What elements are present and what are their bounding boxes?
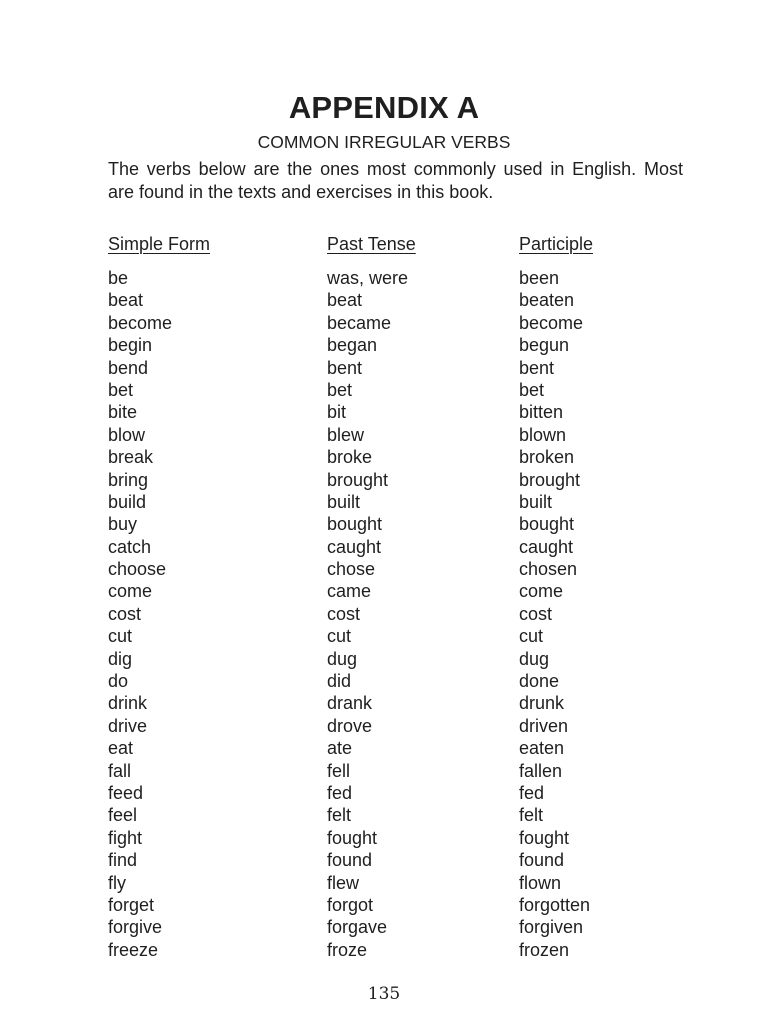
- participle-cell: forgotten: [519, 894, 591, 915]
- simple-form-cell: feed: [108, 782, 144, 803]
- simple-form-cell: become: [108, 312, 173, 333]
- table-row: [108, 603, 708, 625]
- column-header-participle: Participle: [519, 234, 594, 254]
- column-header-past-tense: Past Tense: [327, 234, 416, 254]
- simple-form-cell: drive: [108, 715, 148, 736]
- simple-form-cell: blow: [108, 424, 146, 445]
- simple-form-cell: beat: [108, 290, 144, 311]
- past-tense-cell: broke: [327, 447, 373, 468]
- participle-cell: fallen: [519, 760, 563, 781]
- participle-cell: come: [519, 581, 564, 602]
- page-number: 135: [367, 984, 401, 1004]
- table-row: [108, 939, 708, 961]
- participle-cell: drunk: [519, 693, 565, 714]
- past-tense-cell: froze: [327, 939, 368, 960]
- table-row: [108, 401, 708, 423]
- past-tense-cell: found: [327, 850, 373, 871]
- table-row: [108, 849, 708, 871]
- past-tense-cell: brought: [327, 469, 389, 490]
- past-tense-cell: chose: [327, 559, 376, 580]
- simple-form-cell: catch: [108, 536, 152, 557]
- past-tense-cell: fought: [327, 827, 378, 848]
- intro-paragraph: The verbs below are the ones most commonly used in English. Most are found in the texts and exercises in this book.: [108, 159, 683, 202]
- participle-cell: felt: [519, 805, 544, 826]
- past-tense-cell: cut: [327, 626, 352, 647]
- table-row: [108, 804, 708, 826]
- participle-cell: become: [519, 312, 584, 333]
- column-header-simple-form: Simple Form: [108, 234, 211, 254]
- participle-cell: fought: [519, 827, 570, 848]
- past-tense-cell: did: [327, 671, 352, 692]
- participle-cell: been: [519, 268, 560, 288]
- table-row: [108, 670, 708, 692]
- participle-cell: cost: [519, 603, 553, 624]
- participle-cell: begun: [519, 335, 570, 356]
- past-tense-cell: ate: [327, 738, 353, 759]
- table-row: [108, 558, 708, 580]
- past-tense-cell: began: [327, 335, 378, 356]
- past-tense-cell: drank: [327, 693, 373, 714]
- participle-cell: bitten: [519, 402, 564, 423]
- simple-form-cell: bend: [108, 357, 149, 378]
- participle-cell: flown: [519, 872, 562, 893]
- participle-cell: eaten: [519, 738, 565, 759]
- participle-cell: blown: [519, 424, 567, 445]
- simple-form-cell: bring: [108, 469, 149, 490]
- simple-form-cell: buy: [108, 514, 138, 535]
- table-row: [108, 267, 708, 289]
- table-row: [108, 894, 708, 916]
- past-tense-cell: fed: [327, 782, 353, 803]
- simple-form-cell: choose: [108, 559, 167, 580]
- participle-cell: caught: [519, 536, 574, 557]
- table-row: [108, 491, 708, 513]
- participle-cell: built: [519, 491, 553, 512]
- participle-cell: brought: [519, 469, 581, 490]
- participle-cell: bet: [519, 379, 545, 400]
- simple-form-cell: break: [108, 447, 154, 468]
- simple-form-cell: be: [108, 268, 129, 288]
- table-row: [108, 446, 708, 468]
- table-row: [108, 312, 708, 334]
- past-tense-cell: came: [327, 581, 372, 602]
- participle-cell: chosen: [519, 559, 578, 580]
- table-row: [108, 513, 708, 535]
- page-subtitle: COMMON IRREGULAR VERBS: [257, 132, 511, 152]
- past-tense-cell: beat: [327, 290, 363, 311]
- simple-form-cell: begin: [108, 335, 153, 356]
- table-row: [108, 760, 708, 782]
- past-tense-cell: forgot: [327, 894, 374, 915]
- page-title: APPENDIX A: [288, 90, 480, 125]
- participle-cell: forgiven: [519, 917, 584, 938]
- table-row: [108, 625, 708, 647]
- simple-form-cell: drink: [108, 693, 148, 714]
- simple-form-cell: bet: [108, 379, 134, 400]
- table-row: [108, 648, 708, 670]
- simple-form-cell: cost: [108, 603, 142, 624]
- table-row: [108, 737, 708, 759]
- participle-cell: bought: [519, 514, 575, 535]
- past-tense-cell: caught: [327, 536, 382, 557]
- past-tense-cell: forgave: [327, 917, 388, 938]
- table-row: [108, 580, 708, 602]
- table-row: [108, 334, 708, 356]
- table-row: [108, 289, 708, 311]
- past-tense-cell: was, were: [327, 268, 409, 288]
- simple-form-cell: fall: [108, 760, 132, 781]
- table-row: [108, 424, 708, 446]
- simple-form-cell: feel: [108, 805, 138, 826]
- past-tense-cell: fell: [327, 760, 351, 781]
- simple-form-cell: cut: [108, 626, 133, 647]
- simple-form-cell: bite: [108, 402, 138, 423]
- past-tense-cell: dug: [327, 648, 358, 669]
- simple-form-cell: find: [108, 850, 138, 871]
- past-tense-cell: drove: [327, 715, 373, 736]
- simple-form-cell: forgive: [108, 917, 163, 938]
- table-row: [108, 782, 708, 804]
- simple-form-cell: do: [108, 671, 129, 692]
- table-row: [108, 536, 708, 558]
- simple-form-cell: freeze: [108, 939, 159, 960]
- simple-form-cell: fight: [108, 827, 143, 848]
- table-header: [108, 233, 708, 257]
- past-tense-cell: became: [327, 312, 392, 333]
- participle-cell: frozen: [519, 939, 570, 960]
- participle-cell: broken: [519, 447, 575, 468]
- past-tense-cell: flew: [327, 872, 360, 893]
- past-tense-cell: blew: [327, 424, 365, 445]
- past-tense-cell: built: [327, 491, 361, 512]
- participle-cell: driven: [519, 715, 569, 736]
- table-row: [108, 692, 708, 714]
- participle-cell: bent: [519, 357, 555, 378]
- past-tense-cell: bit: [327, 402, 347, 423]
- table-row: [108, 469, 708, 491]
- simple-form-cell: build: [108, 491, 147, 512]
- participle-cell: cut: [519, 626, 544, 647]
- table-row: [108, 715, 708, 737]
- participle-cell: beaten: [519, 290, 575, 311]
- simple-form-cell: come: [108, 581, 153, 602]
- table-row: [108, 379, 708, 401]
- simple-form-cell: dig: [108, 648, 133, 669]
- simple-form-cell: forget: [108, 894, 155, 915]
- past-tense-cell: bent: [327, 357, 363, 378]
- table-row: [108, 357, 708, 379]
- table-row: [108, 827, 708, 849]
- past-tense-cell: felt: [327, 805, 352, 826]
- past-tense-cell: bet: [327, 379, 353, 400]
- participle-cell: done: [519, 671, 560, 692]
- participle-cell: fed: [519, 782, 545, 803]
- past-tense-cell: bought: [327, 514, 383, 535]
- verb-table: [108, 267, 708, 961]
- participle-cell: dug: [519, 648, 550, 669]
- past-tense-cell: cost: [327, 603, 361, 624]
- simple-form-cell: eat: [108, 738, 134, 759]
- participle-cell: found: [519, 850, 565, 871]
- table-row: [108, 916, 708, 938]
- table-row: [108, 872, 708, 894]
- simple-form-cell: fly: [108, 872, 126, 893]
